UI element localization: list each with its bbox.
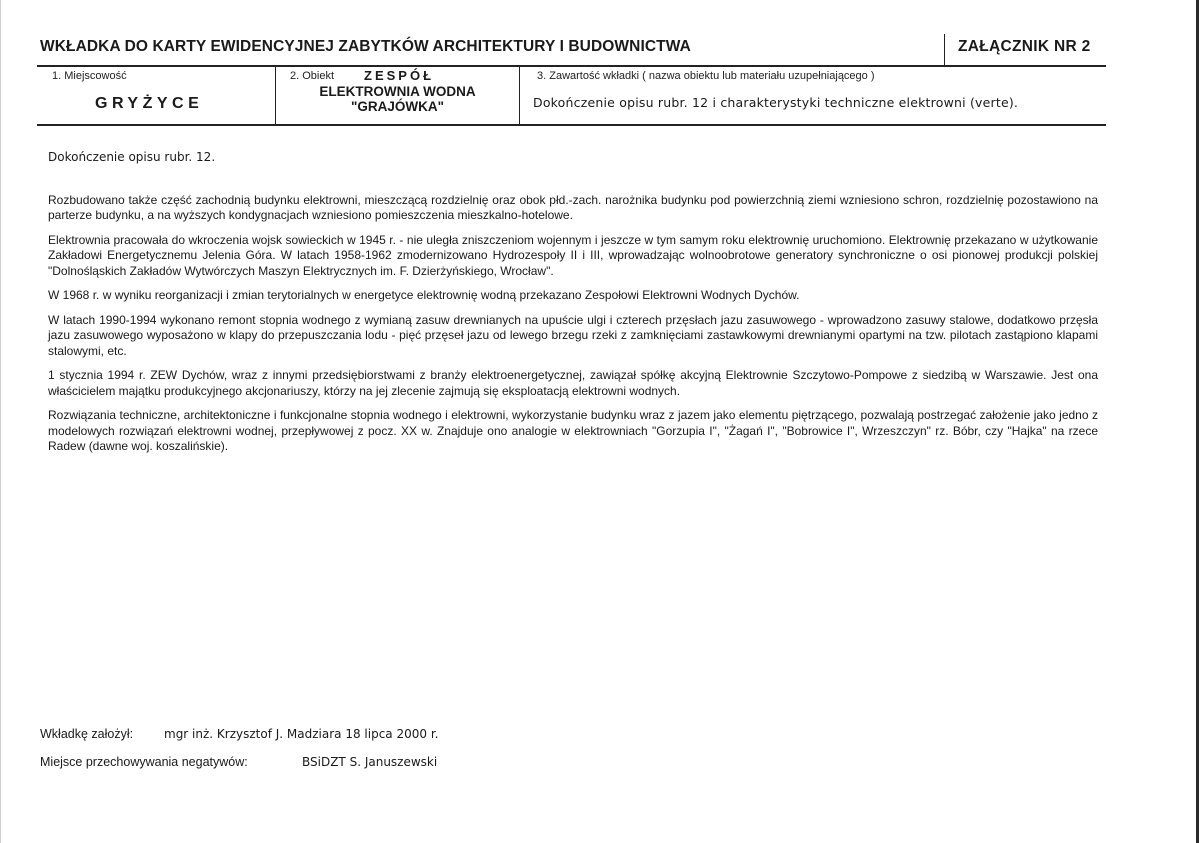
page-edge-left <box>0 0 1 843</box>
body-paragraph: 1 stycznia 1994 r. ZEW Dychów, wraz z innymi przedsiębiorstwami z branży elektroenergetycznej, zawiązał spółkę akcyjną Elektrownie Szczytowo-Pompowe z siedzibą w Warszawie. Jest ona właścicielem majątku produkcyjnego akcjonariuszy, którzy na jej zlecenie zajmują się eksploatacją elektrowni wodnych. <box>48 368 1098 398</box>
storage-value: BSiDZT S. Januszewski <box>302 755 438 769</box>
author-row <box>40 727 439 741</box>
body-heading: Dokończenie opisu rubr. 12. <box>48 150 216 164</box>
storage-row <box>40 755 438 769</box>
object-line-2: "GRAJÓWKA" <box>350 99 445 114</box>
object-head: ZESPÓŁ <box>364 68 435 83</box>
body-paragraph: W latach 1990-1994 wykonano remont stopnia wodnego z wymianą zasuw drewnianych na upuście ulgi i czterech przęsłach jazu zasuwowego - wprowadzono zasuwy stalowe, dodatkowo przęsła jazu zasuwowego wyposażono w klapy do przepuszczania lodu - pięć przęseł jazu od lewego brzegu rzeki z zamknięciami zastawkowymi drewnianymi opartymi na tzw. pilotach zastąpiono klapami stalowymi, etc. <box>48 312 1098 358</box>
place-value: GRYŻYCE <box>95 95 204 112</box>
table-bottom-rule <box>37 124 1106 126</box>
author-value: mgr inż. Krzysztof J. Madziara 18 lipca 2000 r. <box>164 727 439 741</box>
object-line-1: ELEKTROWNIA WODNA <box>319 84 476 99</box>
header-divider <box>944 34 945 65</box>
body-paragraph: Rozbudowano także część zachodnią budynku elektrowni, mieszczącą rozdzielnię oraz obok płd.-zach. narożnika budynku pod powierzchnią ziemi wzniesiono schron, rozdzielnię pozostawiono na parterze budynku, a na wyższych kondygnacjach wzniesiono pomieszczenia mieszkalno-hotelowe. <box>48 192 1098 222</box>
annex-number: ZAŁĄCZNIK NR 2 <box>958 38 1091 55</box>
body-paragraph: Rozwiązania techniczne, architektoniczne i funkcjonalne stopnia wodnego i elektrowni, wykorzystanie budynku wraz z jazem jako elementu piętrzącego, pozwalają postrzegać założenie jako jedno z modelowych rozwiązań elektrowni wodnej, przepływowej z pocz. XX w. Znajduje ono analogie w elektrowniach "Gorzupia I", "Żagań I", "Bobrowice I", Wrzeszczyn" rz. Bóbr, czy "Hajka" na rzece Radew (dawne woj. koszalińskie). <box>48 408 1098 453</box>
author-label: Wkładkę założył: <box>40 727 134 741</box>
object-value <box>276 84 519 114</box>
contents-value: Dokończenie opisu rubr. 12 i charakterystyki techniczne elektrowni (verte). <box>533 95 1019 110</box>
body-text <box>48 150 1098 464</box>
table-top-rule <box>37 65 1106 67</box>
object-label: 2. Obiekt <box>290 70 335 82</box>
body-paragraph: Elektrownia pracowała do wkroczenia wojsk sowieckich w 1945 r. - nie uległa zniszczeniom wojennym i jeszcze w tym samym roku elektrownię uruchomiono. Elektrownię przekazano w użytkowanie Zakładowi Energetycznemu Jelenia Góra. W latach 1958-1962 zmodernizowano Hydrozespoły II i III, wprowadzając wolnoobrotowe generatory synchroniczne o osi pionowej produkcji polskiej "Dolnośląskich Zakładów Wytwórczych Maszyn Elektrycznych im. F. Dzierżyńskiego, Wrocław". <box>48 232 1098 278</box>
contents-label: 3. Zawartość wkładki ( nazwa obiektu lub materiału uzupełniającego ) <box>537 70 875 82</box>
form-title: WKŁADKA DO KARTY EWIDENCYJNEJ ZABYTKÓW ARCHITEKTURY I BUDOWNICTWA <box>40 38 691 55</box>
body-paragraph: W 1968 r. w wyniku reorganizacji i zmian terytorialnych w energetyce elektrownię wodną przekazano Zespołowi Elektrowni Wodnych Dychów. <box>48 288 800 302</box>
storage-label: Miejsce przechowywania negatywów: <box>40 755 248 769</box>
table-divider-2 <box>519 66 520 125</box>
place-label: 1. Miejscowość <box>52 70 127 82</box>
